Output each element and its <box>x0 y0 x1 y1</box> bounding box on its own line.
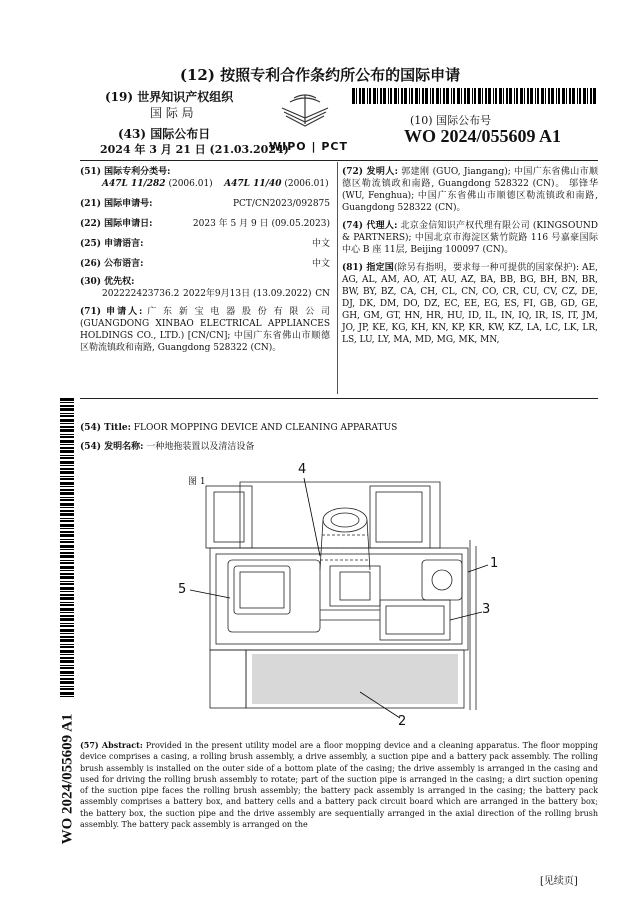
casing <box>210 548 468 650</box>
title-cn: 一种地拖装置以及清洁设备 <box>146 442 255 452</box>
title-cn-label: (54) 发明名称: <box>80 442 144 452</box>
column-divider <box>337 162 338 394</box>
suction-pipe-top <box>323 508 367 532</box>
filing-lang-label: (25) 申请语言: <box>80 239 144 249</box>
left-latch <box>206 486 252 548</box>
right-bibliographic <box>342 166 598 346</box>
title-en-row <box>80 422 397 434</box>
ipc-version-1: (2006.01) <box>168 179 213 189</box>
inventor-text: 郭建刚 (GUO, Jiangang); 中国广东省佛山市顺德区勒流镇政和南路, Guangdong 528322 (CN)。 邬锋华 (WU, Fenghua); 中国广东省佛山市顺德区勒流镇政和南路, Guangdong 528322 (CN)。 <box>342 167 598 213</box>
ipc-version-2: (2006.01) <box>284 179 329 189</box>
ipc-code-2: A47L 11/40 <box>224 179 282 189</box>
priority-country: CN <box>315 289 330 299</box>
designated-states-label: (81) 指定国 <box>342 263 394 273</box>
filing-lang: 中文 <box>311 239 330 249</box>
filing-date: 2023 年 5 月 9 日 (09.05.2023) <box>192 219 330 229</box>
callout-5: 5 <box>178 582 187 597</box>
title-cn-row <box>80 441 254 453</box>
org-number: (19) <box>105 90 134 104</box>
ipc-code-1: A47L 11/282 <box>102 179 166 189</box>
callout-3: 3 <box>482 602 491 617</box>
figure-caption: 图 1 <box>188 477 206 487</box>
pub-lang: 中文 <box>311 259 330 269</box>
wipo-pct-text: WIPO | PCT <box>269 140 348 153</box>
app-no: PCT/CN2023/092875 <box>232 199 330 209</box>
pub-date-label: (43) 国际公布日 <box>118 127 211 141</box>
figure-drawing <box>170 460 510 730</box>
right-latch <box>370 486 430 548</box>
app-no-label: (21) 国际申请号: <box>80 199 153 209</box>
side-pub-no-text: WO 2024/055609 A1 <box>59 713 76 845</box>
title-en: FLOOR MOPPING DEVICE AND CLEANING APPARATUS <box>133 423 398 433</box>
priority-date: 2022年9月13日 (13.09.2022) <box>183 289 312 299</box>
title-divider <box>80 398 598 399</box>
wipo-org <box>105 88 233 105</box>
org-bureau: 国 际 局 <box>150 106 194 120</box>
ipc-label: (51) 国际专利分类号: <box>80 167 171 177</box>
agent-text: 北京金信知识产权代理有限公司 (KINGSOUND & PARTNERS); 中国北京市海淀区紫竹院路 116 号嘉豪国际中心 B 座 11层, Beijing 100097 (CN)。 <box>342 221 598 255</box>
agent-label: (74) 代理人: <box>342 221 398 231</box>
designated-states-text: (除另有指明，要求每一种可提供的国家保护): AE, AG, AL, AM, AO, AT, AU, AZ, BA, BB, BG, BH, BN, BR, BW, BY, BZ, CA, CH, CL, CN, CO, CR, CU, CV, CZ, DE, DJ, DK, DM, DO, DZ, EC, EE, EG, ES, FI, GB, GD, GE, GH, GM, GT, HN, HR, HU, ID, IL, IN, IQ, IR, IS, IT, JM, JO, JP, KE, KG, KH, KN, KP, KR, KW, KZ, LA, LC, LK, LR, LS, LU, LY, MA, MD, MG, MK, MN, <box>342 263 598 345</box>
wipo-logo-icon <box>270 90 340 140</box>
barcode-top <box>352 88 598 104</box>
priority-label: (30) 优先权: <box>80 277 135 287</box>
abstract <box>80 740 598 830</box>
abstract-label: (57) Abstract: <box>80 740 143 750</box>
document-title: (12) 按照专利合作条约所公布的国际申请 <box>179 66 461 84</box>
battery-box <box>228 560 320 632</box>
pub-no: WO 2024/055609 A1 <box>404 126 562 146</box>
applicant-label: (71) 申请人: <box>80 307 143 317</box>
priority-no: 202222423736.2 <box>102 289 180 299</box>
inventor-label: (72) 发明人: <box>342 167 399 177</box>
continued-note: [见续页] <box>540 876 578 887</box>
applicant-text: 广 东 新 宝 电 器 股 份 有 限 公 司 (GUANGDONG XINBAO ELECTRICAL APPLIANCES HOLDINGS CO., LTD.) [CN/CN]; 中国广东省佛山市顺德区勒流镇政和南路, Guangdong 528322 (CN)。 <box>80 307 330 353</box>
filing-date-label: (22) 国际申请日: <box>80 219 153 229</box>
abstract-text: Provided in the present utility model are a floor mopping device and a cleaning apparatus. The floor mopping device comprises a casing, a rolling brush assembly, a drive assembly, a suction pipe and a battery pack assembly. The rolling brush assembly is installed on the outer side of a bottom plate of the casing; the drive assembly is arranged in the casing and used for driving the rolling brush assembly to rotate; part of the suction pipe is arranged in the casing; a dirt suction opening of the suction pipe faces the rolling brush assembly; the battery pack assembly is arranged in the casing; the battery pack assembly comprises a battery box, and battery cells and a battery pack circuit board which are arranged in the battery box; the battery box, the suction pipe and the drive assembly are sequentially arranged in the axial direction of the rolling brush assembly. The battery pack assembly is arranged on the <box>80 741 598 830</box>
callout-2: 2 <box>398 714 407 729</box>
pub-lang-label: (26) 公布语言: <box>80 259 144 269</box>
pub-date: 2024 年 3 月 21 日 (21.03.2024) <box>100 143 289 156</box>
callout-1: 1 <box>490 556 499 571</box>
title-en-label: (54) Title: <box>80 423 131 433</box>
org-name: 世界知识产权组织 <box>137 90 234 104</box>
left-bibliographic <box>80 166 330 354</box>
pub-no-label: (10) 国际公布号 <box>410 114 492 127</box>
side-pub-no <box>58 704 78 854</box>
barcode-side <box>60 398 74 698</box>
header-divider <box>80 160 598 161</box>
callout-4: 4 <box>298 462 307 477</box>
